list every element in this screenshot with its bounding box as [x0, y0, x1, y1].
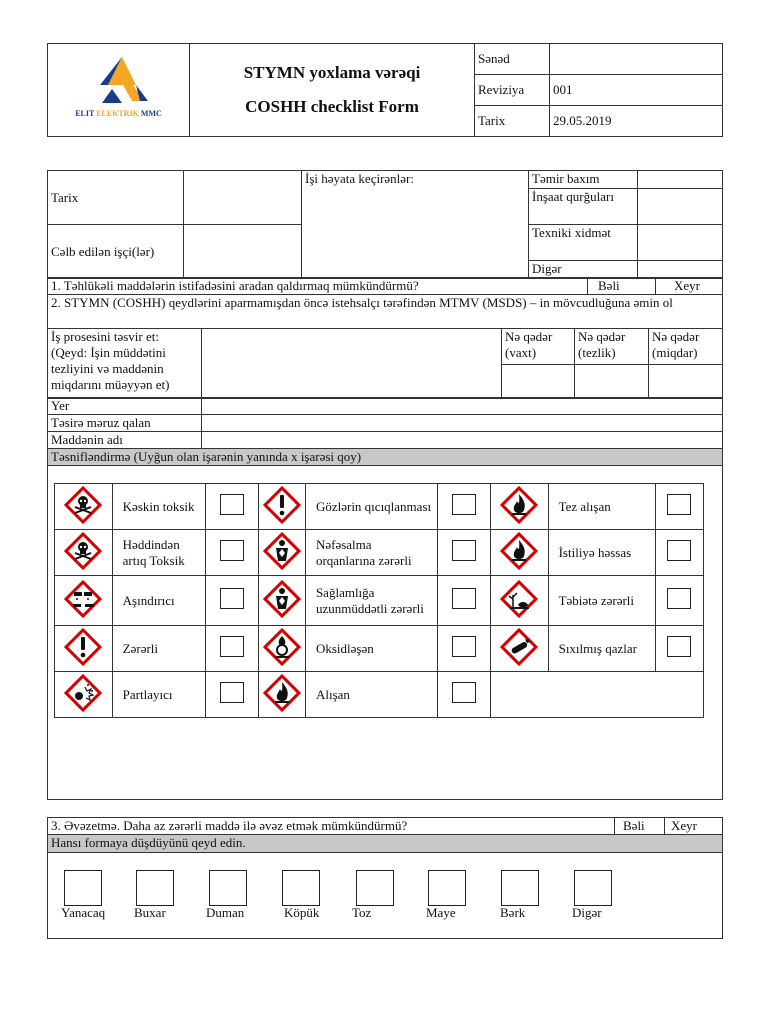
- exclamation-icon: [63, 627, 103, 667]
- form-type-label: Köpük: [284, 905, 320, 920]
- corrosion-icon: [63, 579, 103, 619]
- title-cell: [190, 44, 475, 137]
- exclamation-icon: [262, 485, 302, 525]
- hazard-checkbox[interactable]: [667, 588, 691, 609]
- hazard-checkbox-cell: [205, 484, 258, 530]
- work-type-check-other[interactable]: [638, 261, 723, 279]
- flame-icon: [499, 531, 539, 571]
- hazard-label: Sıxılmış qazlar: [548, 626, 655, 672]
- form-type-checkbox[interactable]: [282, 870, 320, 906]
- location-field[interactable]: [202, 398, 723, 415]
- skull-crossbones-icon: [63, 531, 103, 571]
- meta-value-date[interactable]: 29.05.2019: [550, 106, 723, 137]
- hazard-checkbox[interactable]: [452, 588, 476, 609]
- meta-label: Reviziya: [475, 75, 550, 106]
- flame-icon: [499, 485, 539, 525]
- question1-text: 1. Təhlükəli maddələrin istifadəsini aradan qaldırmaq mümkündürmü?: [48, 278, 588, 295]
- hazard-checkbox[interactable]: [220, 540, 244, 561]
- hazard-checkbox-cell: [655, 484, 703, 530]
- process-description-field[interactable]: [202, 329, 502, 399]
- hazard-checkbox[interactable]: [220, 588, 244, 609]
- process-table: [47, 328, 723, 399]
- skull-crossbones-icon: [63, 485, 103, 525]
- involved-workers-label: Cəlb edilən işçi(lər): [48, 225, 184, 279]
- form-type-label: Bərk: [500, 905, 526, 920]
- q1-no-option[interactable]: Xeyr: [656, 278, 723, 295]
- form-type-label: Toz: [352, 905, 372, 920]
- hazard-label: Tez alışan: [548, 484, 655, 530]
- hazard-icon-cell: [55, 672, 113, 718]
- hazard-label: Sağlamlığa uzunmüddətli zərərli: [305, 576, 437, 626]
- amount-frequency-label: Nə qədər (tezlik): [575, 329, 649, 365]
- hazard-checkbox[interactable]: [667, 494, 691, 515]
- q1-yes-option[interactable]: Bəli: [588, 278, 656, 295]
- health-hazard-icon: [262, 579, 302, 619]
- hazard-label: Nəfəsalma orqanlarına zərərli: [305, 530, 437, 576]
- hazard-checkbox[interactable]: [220, 494, 244, 515]
- exploding-bomb-icon: [63, 673, 103, 713]
- process-label-cell: [48, 329, 202, 399]
- performers-label: İşi həyata keçirənlər:: [302, 171, 529, 279]
- company-name: ELIT ELEKTRIK MMC: [75, 109, 162, 118]
- substance-name-field[interactable]: [202, 432, 723, 449]
- hazard-icon-cell: [258, 626, 305, 672]
- form-type-label: Digər: [572, 905, 602, 920]
- hazard-icon-cell: [55, 626, 113, 672]
- hazard-empty-cell: [490, 672, 703, 718]
- q3-no-option[interactable]: Xeyr: [665, 818, 723, 835]
- hazard-checkbox-cell: [655, 626, 703, 672]
- hazard-label: Təbiətə zərərli: [548, 576, 655, 626]
- amount-quantity-field[interactable]: [649, 365, 723, 399]
- exposed-field[interactable]: [202, 415, 723, 432]
- hazard-checkbox[interactable]: [220, 682, 244, 703]
- process-note: (Qeyd: İşin müddətini tezliyini və maddənin miqdarını müəyyən et): [51, 345, 170, 392]
- question1-row: [47, 277, 723, 295]
- form-type-checkbox[interactable]: [136, 870, 174, 906]
- work-type-check-repair[interactable]: [638, 171, 723, 189]
- hazard-label: Alışan: [305, 672, 437, 718]
- work-type-label: İnşaat qurğuları: [529, 189, 638, 225]
- work-type-check-construction[interactable]: [638, 189, 723, 225]
- hazard-checkbox[interactable]: [452, 540, 476, 561]
- title-az: STYMN yoxlama vərəqi: [243, 63, 421, 82]
- form-type-label: Duman: [206, 905, 245, 920]
- hazard-label: Həddindən artıq Toksik: [112, 530, 205, 576]
- exposed-label: Təsirə məruz qalan: [48, 415, 202, 432]
- q3-yes-option[interactable]: Bəli: [615, 818, 665, 835]
- amount-time-field[interactable]: [502, 365, 575, 399]
- hazard-checkbox-cell: [205, 576, 258, 626]
- work-type-check-technical[interactable]: [638, 225, 723, 261]
- substitution-table: [47, 817, 723, 853]
- logo-cell: [48, 44, 190, 137]
- meta-label: Tarix: [475, 106, 550, 137]
- hazard-icon-cell: [258, 576, 305, 626]
- substance-info-table: [47, 397, 723, 466]
- hazard-table: [54, 483, 704, 718]
- hazard-checkbox[interactable]: [452, 494, 476, 515]
- hazard-checkbox[interactable]: [452, 636, 476, 657]
- hazard-checkbox-cell: [437, 576, 490, 626]
- company-logo: [51, 55, 186, 125]
- hazard-row: [55, 672, 704, 718]
- environment-icon: [499, 579, 539, 619]
- form-type-checkbox[interactable]: [501, 870, 539, 906]
- classification-header: Təsnifləndirmə (Uyğun olan işarənin yanında x işarəsi qoy): [48, 449, 723, 466]
- info-block: [47, 170, 723, 278]
- substance-name-label: Maddənin adı: [48, 432, 202, 449]
- date-label: Tarix: [48, 171, 184, 225]
- hazard-row: [55, 530, 704, 576]
- hazard-checkbox-cell: [205, 672, 258, 718]
- meta-value-document[interactable]: [550, 44, 723, 75]
- hazard-label: Oksidləşən: [305, 626, 437, 672]
- question3-text: 3. Əvəzetmə. Daha az zərərli maddə ilə əvəz etmək mümkündürmü?: [48, 818, 615, 835]
- hazard-checkbox[interactable]: [452, 682, 476, 703]
- hazard-icon-cell: [490, 576, 548, 626]
- hazard-checkbox-cell: [205, 626, 258, 672]
- hazard-row: [55, 626, 704, 672]
- form-type-checkbox[interactable]: [64, 870, 102, 906]
- form-type-checkbox[interactable]: [574, 870, 612, 906]
- hazard-label: İstiliyə həssas: [548, 530, 655, 576]
- hazard-icon-cell: [55, 530, 113, 576]
- health-hazard-icon: [262, 531, 302, 571]
- gas-cylinder-icon: [499, 627, 539, 667]
- title-en: COSHH checklist Form: [245, 97, 419, 116]
- hazard-checkbox-cell: [205, 530, 258, 576]
- hazard-label: Gözlərin qıcıqlanması: [305, 484, 437, 530]
- hazard-checkbox-cell: [655, 576, 703, 626]
- form-type-checkbox[interactable]: [356, 870, 394, 906]
- location-label: Yer: [48, 398, 202, 415]
- flame-over-circle-icon: [262, 627, 302, 667]
- question2-text: 2. STYMN (COSHH) qeydlərini aparmamışdan öncə istehsalçı tərəfindən MTMV (MSDS) – in mövcudluğuna əmin ol: [48, 295, 723, 329]
- hazard-icon-cell: [55, 576, 113, 626]
- hazard-icon-cell: [258, 530, 305, 576]
- work-type-label: Təmir baxım: [529, 171, 638, 189]
- info-grid: [47, 170, 723, 279]
- form-type-checkbox[interactable]: [428, 870, 466, 906]
- hazard-icon-cell: [490, 626, 548, 672]
- amount-quantity-label: Nə qədər (miqdar): [649, 329, 723, 365]
- form-type-label: Maye: [426, 905, 456, 920]
- hazard-checkbox[interactable]: [667, 540, 691, 561]
- hazard-checkbox[interactable]: [220, 636, 244, 657]
- process-label: İş prosesini təsvir et:: [51, 329, 159, 344]
- hazard-row: [55, 484, 704, 530]
- work-type-label: Texniki xidmət: [529, 225, 638, 261]
- work-type-label: Digər: [529, 261, 638, 279]
- hazard-grid: [54, 483, 704, 716]
- form-type-label: Yanacaq: [61, 905, 106, 920]
- flame-icon: [262, 673, 302, 713]
- hazard-checkbox-cell: [437, 626, 490, 672]
- hazard-row: [55, 576, 704, 626]
- hazard-icon-cell: [490, 484, 548, 530]
- hazard-icon-cell: [55, 484, 113, 530]
- form-type-header: Hansı formaya düşdüyünü qeyd edin.: [48, 835, 723, 853]
- logo-mark-icon: [92, 55, 152, 105]
- meta-value-revision[interactable]: 001: [550, 75, 723, 106]
- hazard-checkbox-cell: [437, 672, 490, 718]
- hazard-icon-cell: [258, 672, 305, 718]
- date-field[interactable]: [184, 171, 302, 225]
- hazard-label: Partlayıcı: [112, 672, 205, 718]
- hazard-icon-cell: [490, 530, 548, 576]
- amount-frequency-field[interactable]: [575, 365, 649, 399]
- hazard-label: Kəskin toksik: [112, 484, 205, 530]
- hazard-label: Aşındırıcı: [112, 576, 205, 626]
- question2-row: [47, 294, 723, 329]
- form-type-row: [47, 860, 723, 930]
- form-type-label: Buxar: [134, 905, 166, 920]
- hazard-checkbox-cell: [655, 530, 703, 576]
- hazard-label: Zərərli: [112, 626, 205, 672]
- header-table: [47, 43, 723, 137]
- hazard-icon-cell: [258, 484, 305, 530]
- hazard-checkbox[interactable]: [667, 636, 691, 657]
- involved-workers-field[interactable]: [184, 225, 302, 279]
- hazard-checkbox-cell: [437, 530, 490, 576]
- form-type-checkbox[interactable]: [209, 870, 247, 906]
- amount-time-label: Nə qədər (vaxt): [502, 329, 575, 365]
- meta-label: Sənəd: [475, 44, 550, 75]
- hazard-checkbox-cell: [437, 484, 490, 530]
